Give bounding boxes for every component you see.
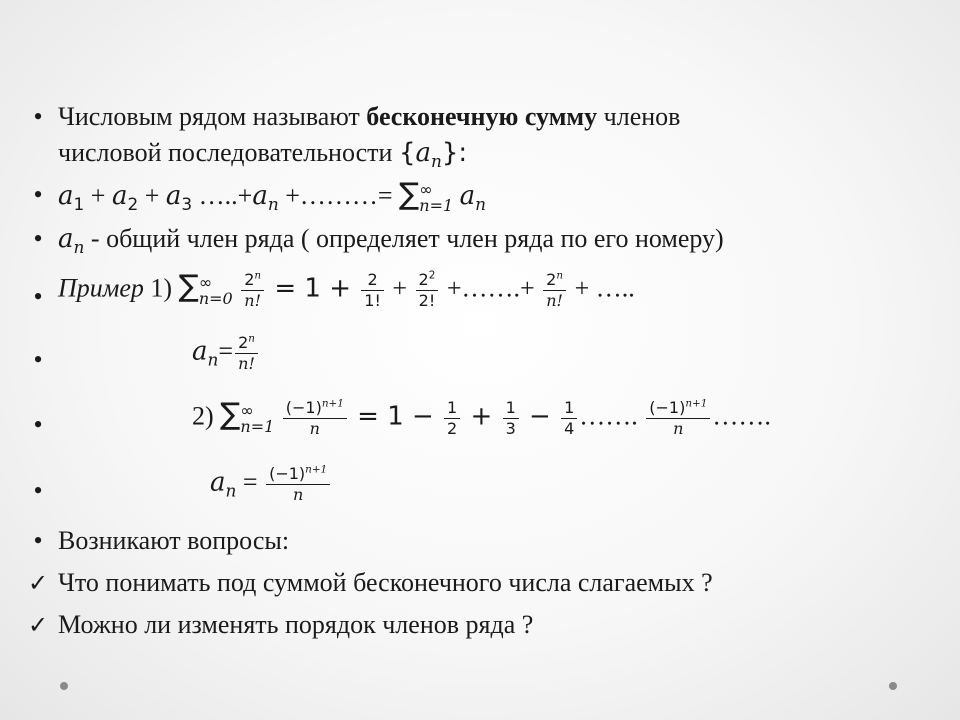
brace-close: }: (441, 138, 468, 168)
sum-limits (419, 182, 453, 214)
term-an-sub: n (267, 194, 279, 215)
general-term-sub: n (73, 237, 85, 258)
fraction (503, 398, 519, 439)
fraction (646, 398, 710, 439)
term-a1-sub: 1 (73, 194, 85, 215)
equals-one-minus: = 1 − (348, 401, 443, 432)
decorative-dot-right (889, 682, 897, 690)
decorative-dot-left (60, 682, 68, 690)
bullet: • (33, 224, 43, 253)
fraction-numerator: 2 (546, 270, 557, 289)
sum-symbol: ∑ (178, 269, 199, 305)
fraction-denominator: 1! (364, 291, 381, 310)
fraction-exponent: n+1 (305, 463, 328, 476)
sum-term: a (459, 181, 476, 211)
fraction-exponent: n+1 (685, 397, 708, 410)
fraction-denominator: n! (546, 291, 563, 310)
term-a1: a (58, 181, 74, 211)
fraction (283, 398, 347, 439)
plus-sign: + (385, 273, 414, 303)
question-1-text: Что понимать под суммой бесконечного числа слагаемых ? (58, 568, 713, 597)
sum-lower-limit: n=0 (198, 288, 233, 308)
ellipsis: …..+ (192, 181, 253, 210)
equals-one-plus: = 1 + (266, 273, 360, 304)
bullet: • (33, 180, 43, 209)
sum-lower-limit: n=1 (240, 416, 275, 436)
fraction-exponent: n (254, 269, 262, 282)
fraction-exponent: n+1 (321, 397, 344, 410)
bullet: • (33, 345, 43, 374)
fraction-denominator: n (292, 485, 304, 504)
fraction-denominator: n! (238, 354, 255, 373)
sum-upper-limit: ∞ (240, 400, 254, 420)
general-term-var: a (192, 336, 208, 367)
fraction-exponent: n (248, 332, 255, 345)
fraction (444, 398, 460, 439)
definition-text-end: членов (597, 102, 681, 131)
bullet: • (33, 410, 43, 439)
bullet: • (33, 476, 43, 505)
general-term-sub: n (225, 480, 237, 501)
definition-text-start: Числовым рядом называют (58, 102, 367, 131)
sum-limits (198, 272, 233, 308)
fraction-numerator: (−1) (285, 398, 322, 417)
example-label: Пример (58, 273, 144, 303)
brace-open: { (398, 138, 416, 168)
fraction-exponent: 2 (428, 269, 436, 282)
sequence-sub: n (431, 151, 442, 172)
general-term-var: a (210, 467, 226, 498)
fraction-numerator: 1 (444, 398, 460, 419)
sum-lower-limit: n=1 (419, 196, 454, 216)
fraction-numerator: 2 (238, 333, 249, 352)
checkmark-icon: ✓ (28, 611, 49, 639)
fraction (561, 398, 577, 439)
question-2-text: Можно ли изменять порядок членов ряда ? (58, 610, 534, 639)
sum-limits (240, 400, 275, 436)
fraction-denominator: 4 (564, 419, 575, 438)
term-a3-sub: 3 (181, 194, 193, 215)
checkmark-icon: ✓ (28, 569, 49, 597)
fraction-exponent: n (556, 269, 564, 282)
minus-sign: − (520, 401, 560, 432)
bullet: • (33, 526, 43, 555)
fraction-denominator: n! (244, 291, 262, 310)
general-term-text: - общий член ряда ( определяет член ряда по его номеру) (84, 224, 724, 253)
plus-sign: + (84, 181, 112, 210)
equals-sign: = (218, 336, 234, 366)
plus-sign: + (138, 181, 166, 210)
general-term-sub: n (207, 349, 219, 370)
bullet: • (33, 282, 43, 311)
term-a2: a (111, 181, 128, 211)
fraction-numerator: 1 (561, 398, 577, 419)
fraction-denominator: n (673, 419, 684, 438)
fraction-numerator: 2 (418, 270, 429, 289)
fraction-numerator: 1 (503, 398, 519, 419)
sum-upper-limit: ∞ (198, 272, 213, 292)
sum-term-sub: n (475, 194, 487, 215)
fraction (361, 270, 384, 311)
fraction-numerator: (−1) (649, 398, 686, 417)
fraction-numerator: 2 (361, 270, 384, 291)
fraction (241, 270, 264, 311)
questions-heading: Возникают вопросы: (58, 526, 290, 555)
fraction-denominator: 2 (447, 419, 458, 438)
fraction (266, 464, 330, 505)
definition-bold-term: бесконечную сумму (366, 102, 598, 131)
fraction (543, 270, 566, 311)
tail-ellipsis: + ….. (568, 273, 635, 303)
sum-symbol: ∑ (220, 397, 241, 433)
plus-sign: + (462, 401, 501, 432)
sum-upper-limit: ∞ (419, 180, 433, 200)
fraction-denominator: n (309, 419, 320, 438)
general-term-var: a (58, 224, 74, 254)
fraction (416, 270, 439, 311)
fraction-numerator: (−1) (269, 464, 306, 483)
fraction-denominator: 2! (418, 291, 436, 310)
fraction (235, 333, 258, 374)
fraction-denominator: 3 (505, 419, 516, 438)
ellipsis-equals: +………= (278, 181, 400, 210)
tail-ellipsis: ……. (712, 401, 771, 431)
sequence-var: a (415, 138, 431, 168)
ellipsis: ……. (579, 401, 645, 431)
ellipsis-plus: +…….+ (440, 273, 542, 303)
term-a2-sub: 2 (127, 194, 139, 215)
sum-symbol: ∑ (399, 177, 420, 212)
definition-text-sequence: числовой последовательности (58, 138, 399, 167)
term-an: a (252, 181, 268, 211)
example-number: 1) (143, 273, 179, 303)
equals-sign: = (236, 467, 265, 497)
fraction-numerator: 2 (244, 270, 255, 289)
term-a3: a (165, 181, 182, 211)
bullet: • (33, 102, 43, 131)
example-number: 2) (192, 401, 221, 431)
